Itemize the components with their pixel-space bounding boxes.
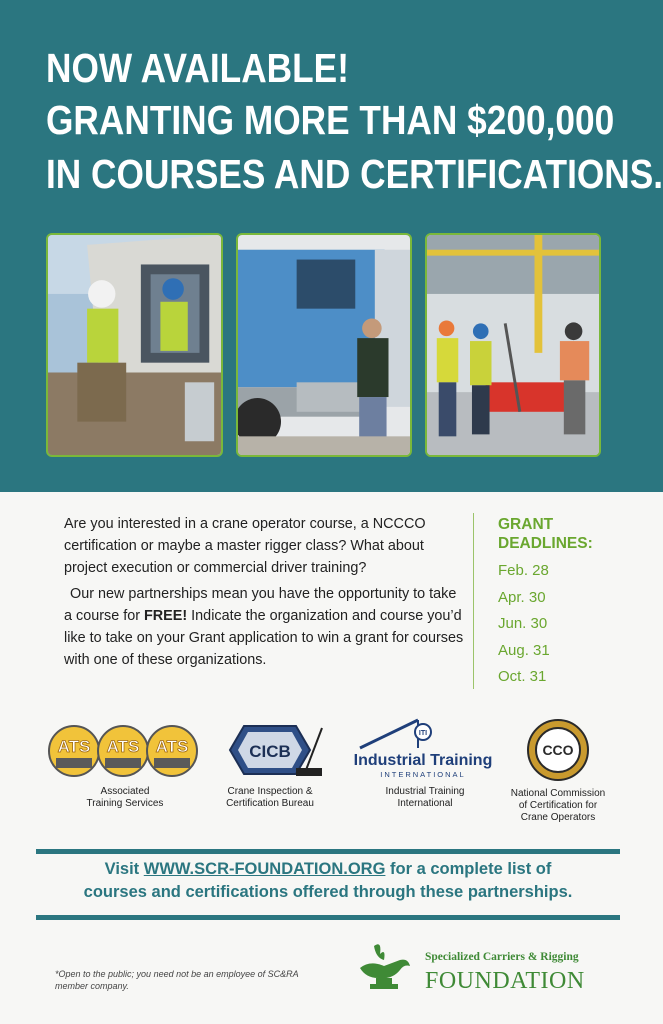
headline-line-2: GRANTING MORE THAN $200,000 [46,97,615,143]
iti-logo [350,718,500,782]
cicb-logo [226,718,326,780]
cicb-logo-text: CICB [249,742,291,761]
deadline-date: Apr. 30 [498,588,546,606]
deadline-list [498,558,648,691]
cco-caption-line: National Commission [510,788,606,799]
foundation-url-link[interactable]: WWW.SCR-FOUNDATION.ORG [143,860,386,878]
headline-line-1: NOW AVAILABLE! [46,45,349,91]
deadlines-title-line-2: DEADLINES: [498,535,593,552]
iti-caption-line: Industrial Training [385,786,465,797]
cicb-caption-line: Certification Bureau [226,798,314,809]
ats-logo-text: ATS [155,737,189,756]
deadline-date: Aug. 31 [498,641,550,659]
vertical-divider [473,513,474,689]
visit-line-1 [36,858,620,881]
photo-crane-cab-workers [46,233,223,457]
ats-logo-text: ATS [57,737,91,756]
deadline-date: Jun. 30 [498,615,548,632]
foundation-name-line-1: Specialized Carriers & Rigging [425,951,579,963]
cicb-caption [210,786,330,810]
ats-caption [60,786,190,810]
visit-line-2: courses and certifications offered through these partnerships. [83,883,573,901]
lamp-logo-icon [356,938,414,994]
intro-paragraph-2 [64,583,464,671]
intro-p2-end: Indicate the organization and course you’d like to take on your Grant application to win a grant for courses with one of these organizations. [64,608,464,668]
intro-free-emphasis: FREE! [144,608,188,624]
grant-deadlines [498,515,648,691]
rule-top [36,849,620,854]
visit-prefix: Visit [104,860,144,878]
intro-p2-start: Our new partnerships mean you have the opportunity to take a course for [64,586,457,624]
footnote: *Open to the public; you need not be an employee of SC&RA member company. [55,969,299,991]
foundation-name-line-2: FOUNDATION [425,968,585,994]
cco-logo-text: CCO [542,742,574,758]
visit-line-1-suffix: for a complete list of [385,860,552,878]
deadlines-title-line-1: GRANT [498,516,554,533]
iti-logo-text: Industrial Training [353,752,493,769]
iti-caption-line: International [397,798,453,809]
cco-caption-line: of Certification for [518,800,598,811]
deadline-date: Oct. 31 [498,668,547,685]
deadline-date: Feb. 28 [498,562,549,579]
photo-training-facility [425,233,601,457]
ats-caption-line: Training Services [86,798,164,809]
header-banner [0,0,663,492]
headline-line-3: IN COURSES AND CERTIFICATIONS. [46,151,663,197]
intro-paragraph-1: Are you interested in a crane operator course, a NCCCO certification or maybe a master rigger class? What about project execution or commercial driver training? [64,516,426,576]
deadlines-title [498,515,648,553]
iti-badge-text: ITI [418,730,428,737]
ats-logo [48,718,198,784]
cco-caption [498,788,618,824]
cco-caption-line: Crane Operators [520,812,596,823]
ats-logo-text: ATS [106,737,140,756]
iti-logo-subtext: INTERNATIONAL [380,770,466,779]
cicb-caption-line: Crane Inspection & [227,786,313,797]
intro-text [64,513,464,671]
rule-bottom [36,915,620,920]
ats-caption-line: Associated [100,786,150,797]
photo-man-blue-truck [236,233,412,457]
cco-logo [526,718,590,782]
iti-caption [360,786,490,810]
visit-callout [36,858,620,904]
